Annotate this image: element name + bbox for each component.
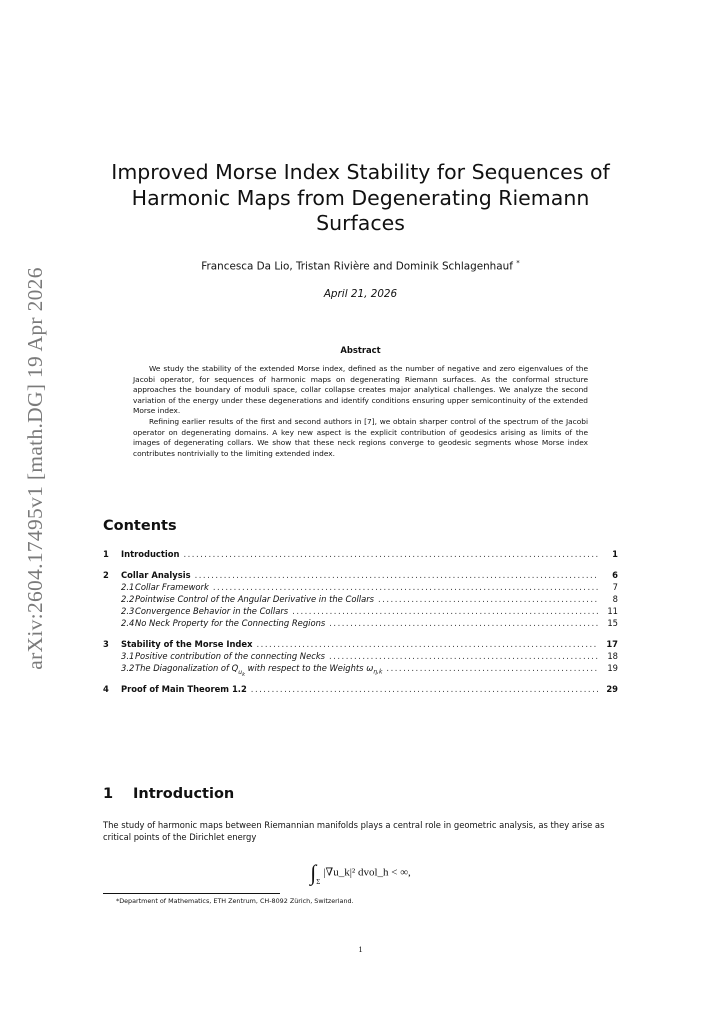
toc-entry-page: 15 <box>607 618 618 628</box>
toc-entry-label: No Neck Property for the Connecting Regions <box>135 618 326 628</box>
toc-entry-number: 2.3 <box>121 606 135 616</box>
toc-entry-page: 17 <box>606 639 618 649</box>
toc-leader-dots <box>251 683 598 695</box>
toc-entry-number: 2.4 <box>121 618 135 628</box>
toc-leader-dots <box>195 569 598 581</box>
toc-entry-3[interactable] <box>103 638 618 650</box>
toc-entry-2-4[interactable] <box>103 617 618 629</box>
toc-entry-number: 3.1 <box>121 651 135 661</box>
toc-entry-number: 3 <box>103 639 109 649</box>
toc-entry-1[interactable] <box>103 548 618 560</box>
dirichlet-energy-formula <box>103 860 618 886</box>
toc-entry-page: 6 <box>612 570 618 580</box>
toc-entry-2-1[interactable] <box>103 581 618 593</box>
author-list <box>103 259 618 272</box>
toc-entry-label: Convergence Behavior in the Collars <box>135 606 289 616</box>
toc-leader-dots <box>213 581 598 593</box>
toc-entry-3-2[interactable] <box>103 662 618 678</box>
toc-entry-2-3[interactable] <box>103 605 618 617</box>
introduction-paragraph: The study of harmonic maps between Riemannian manifolds plays a central role in geometric analysis, as they arise as critical points of the Dirichlet energy <box>103 820 605 842</box>
toc-entry-page: 7 <box>612 582 618 592</box>
author-footnote-mark: * <box>516 259 520 267</box>
arxiv-sidebar-stamp <box>20 266 50 670</box>
toc-entry-label: Collar Framework <box>135 582 209 592</box>
toc-leader-dots <box>183 548 598 560</box>
toc-leader-dots <box>292 605 598 617</box>
toc-label-tail: with respect to the Weights ω <box>244 663 374 673</box>
paper-date: April 21, 2026 <box>323 288 398 300</box>
toc-entry-page: 18 <box>607 651 618 661</box>
toc-entry-number: 2 <box>103 570 109 580</box>
section-title: Introduction <box>133 786 235 802</box>
section-heading-introduction <box>103 786 234 802</box>
toc-leader-dots <box>386 662 598 674</box>
abstract-paragraph-1: We study the stability of the extended Morse index, defined as the number of negative and zero eigenvalues of the Jacobi operator, for sequences of harmonic maps on degenerating Riemann surfaces. As the conformal structure approaches the boundary of moduli space, collar collapse creates major analytical challenges. We analyze the second variation of the energy under these degenerations and identify conditions ensuring upper semicontinuity of the extended Morse index. <box>133 364 588 416</box>
toc-entry-4[interactable] <box>103 683 618 695</box>
toc-entry-page: 29 <box>606 684 618 694</box>
section-number: 1 <box>103 786 114 802</box>
abstract-paragraph-2: Refining earlier results of the first and second authors in [7], we obtain sharper control of the spectrum of the Jacobi operator on degenerating domains. A key new aspect is the explicit contribution of geodesics arising as limits of the images of degenerating collars. We show that these neck regions converge to geodesic segments whose Morse index contributes nontrivially to the limiting extended index. <box>133 416 588 458</box>
toc-leader-dots <box>257 638 598 650</box>
toc-leader-dots <box>329 650 598 662</box>
affiliation-footnote: *Department of Mathematics, ETH Zentrum, CH-8092 Zürich, Switzerland. <box>116 897 354 905</box>
toc-entry-page: 11 <box>607 606 618 616</box>
toc-entry-label: Stability of the Morse Index <box>121 639 253 649</box>
formula-body: |∇u_k|² dvol_h < ∞, <box>323 866 411 879</box>
toc-entry-3-1[interactable] <box>103 650 618 662</box>
toc-entry-page: 19 <box>607 663 618 673</box>
toc-entry-number: 2.2 <box>121 594 135 604</box>
arxiv-identifier: arXiv:2604.17495v1 [math.DG] 19 Apr 2026 <box>22 266 47 670</box>
toc-entry-page: 1 <box>612 549 618 559</box>
integral-sign: ∫ <box>310 860 317 885</box>
toc-entry-number: 3.2 <box>121 663 135 673</box>
toc-leader-dots <box>378 593 598 605</box>
toc-entry-2-2[interactable] <box>103 593 618 605</box>
toc-entry-label: Pointwise Control of the Angular Derivative in the Collars <box>135 594 375 604</box>
paper-title: Improved Morse Index Stability for Sequences of Harmonic Maps from Degenerating Riemann Surfaces <box>111 160 610 235</box>
toc-entry-label: Positive contribution of the connecting Necks <box>135 651 326 661</box>
toc-entry-number: 2.1 <box>121 582 135 592</box>
page-number: 1 <box>358 944 363 954</box>
author-names: Francesca Da Lio, Tristan Rivière and Dominik Schlagenhauf <box>201 260 513 273</box>
contents-heading: Contents <box>103 518 177 534</box>
toc-leader-dots <box>329 617 598 629</box>
integral-domain: Σ <box>316 877 321 886</box>
toc-entry-label: Proof of Main Theorem 1.2 <box>121 684 247 694</box>
footnote-rule <box>103 893 280 894</box>
abstract-heading: Abstract <box>340 345 381 355</box>
toc-entry-number: 1 <box>103 549 109 559</box>
toc-label-tail-subscript: η,k <box>373 668 383 676</box>
toc-entry-label: Collar Analysis <box>121 570 191 580</box>
toc-entry-2[interactable] <box>103 569 618 581</box>
toc-label-subscript: uk <box>238 668 245 678</box>
toc-label-text: The Diagonalization of Q <box>135 663 239 673</box>
toc-entry-page: 8 <box>612 594 618 604</box>
toc-entry-number: 4 <box>103 684 109 694</box>
table-of-contents <box>103 548 618 695</box>
abstract-body <box>133 364 588 459</box>
toc-entry-label: Introduction <box>121 549 180 559</box>
toc-entry-label <box>135 662 382 681</box>
